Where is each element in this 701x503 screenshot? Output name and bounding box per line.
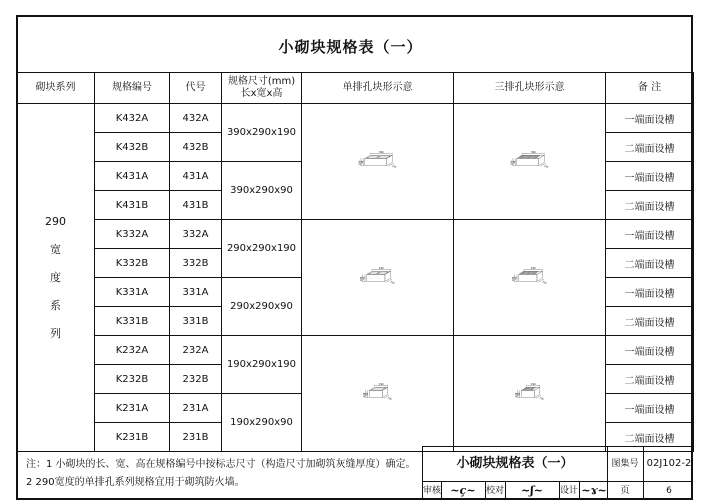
remark-cell: 二端面设槽 — [606, 133, 694, 162]
spec-cell: K331B — [95, 307, 170, 336]
code-cell: 432A — [170, 104, 222, 133]
check-signature: ~ʃ~ — [520, 484, 544, 497]
page-number: 6 — [666, 486, 672, 496]
code-cell: 231B — [170, 423, 222, 452]
table-header-row — [17, 73, 694, 104]
remark-cell: 一端面设槽 — [606, 162, 694, 191]
atlas-number: 02J102-2 — [646, 458, 692, 469]
spec-cell: K432B — [95, 133, 170, 162]
size-cell: 290x290x90 — [222, 278, 302, 336]
triple-row-figure — [454, 104, 606, 220]
code-cell: 431A — [170, 162, 222, 191]
height-dimension: 190 — [358, 160, 362, 165]
code-cell: 432B — [170, 133, 222, 162]
series-cell — [17, 104, 95, 452]
height-dimension: 190 — [512, 276, 515, 281]
code-cell: 232A — [170, 336, 222, 365]
single-block-sketch — [302, 148, 453, 176]
length-dimension: 190 — [530, 382, 536, 386]
code-cell: 431B — [170, 191, 222, 220]
spec-cell: K431A — [95, 162, 170, 191]
code-cell: 232B — [170, 365, 222, 394]
notes — [26, 456, 416, 492]
size-cell: 190x290x90 — [222, 394, 302, 452]
review-label: 审核 — [423, 486, 442, 496]
height-dimension-alt: 90 — [514, 276, 518, 279]
page-title: 小砌块规格表（一） — [278, 38, 423, 56]
width-dimension: 290 — [543, 163, 549, 169]
spec-cell: K232B — [95, 365, 170, 394]
single-row-figure — [302, 220, 454, 336]
header-single: 单排孔块形示意 — [302, 73, 454, 104]
remark-cell: 一端面设槽 — [606, 220, 694, 249]
signature-row — [423, 482, 693, 500]
width-dimension: 290 — [539, 395, 545, 401]
single-row-figure — [302, 336, 454, 452]
header-size-line2: 长x宽x高 — [240, 88, 283, 99]
height-dimension: 190 — [514, 392, 518, 397]
triple-block-sketch — [454, 148, 605, 176]
header-triple: 三排孔块形示意 — [454, 73, 606, 104]
size-cell: 390x290x90 — [222, 162, 302, 220]
length-dimension: 390 — [530, 150, 536, 154]
design-label: 设计 — [559, 486, 578, 496]
height-dimension: 190 — [360, 276, 363, 281]
single-block-sketch — [302, 264, 453, 292]
spec-cell: K432A — [95, 104, 170, 133]
table-row — [17, 336, 694, 365]
header-code: 代号 — [170, 73, 222, 104]
code-cell: 332B — [170, 249, 222, 278]
spec-cell: K332B — [95, 249, 170, 278]
remark-cell: 二端面设槽 — [606, 423, 694, 452]
height-dimension-alt: 90 — [362, 276, 366, 279]
remark-cell: 一端面设槽 — [606, 394, 694, 423]
triple-block-sketch — [454, 264, 605, 292]
atlas-label: 图集号 — [607, 447, 644, 481]
spec-cell: K231A — [95, 394, 170, 423]
header-spec: 规格编号 — [95, 73, 170, 104]
remark-cell: 二端面设槽 — [606, 365, 694, 394]
title-block-title: 小砌块规格表（一） — [423, 447, 608, 481]
note-2: 2 290宽度的单排孔系列规格宜用于砌筑防火墙。 — [26, 477, 245, 488]
width-dimension: 290 — [391, 163, 397, 169]
height-dimension-alt: 90 — [365, 392, 369, 395]
series-char: 宽 — [50, 242, 61, 256]
height-dimension: 190 — [510, 160, 514, 165]
series-char: 列 — [50, 326, 61, 340]
title-block — [422, 446, 693, 500]
width-dimension: 290 — [389, 279, 395, 285]
code-cell: 331A — [170, 278, 222, 307]
design-signature: ~ɤ~ — [581, 484, 607, 497]
single-block-sketch — [302, 380, 453, 408]
review-signature: ~ç~ — [450, 484, 476, 497]
triple-row-figure — [454, 336, 606, 452]
length-dimension: 190 — [378, 382, 384, 386]
header-size-line1: 规格尺寸(mm) — [227, 76, 296, 87]
code-cell: 331B — [170, 307, 222, 336]
page-label: 页 — [620, 486, 630, 496]
spec-cell: K331A — [95, 278, 170, 307]
width-dimension: 290 — [387, 395, 393, 401]
width-dimension: 290 — [541, 279, 547, 285]
remark-cell: 二端面设槽 — [606, 307, 694, 336]
length-dimension: 390 — [378, 150, 384, 154]
header-series: 砌块系列 — [17, 73, 95, 104]
spec-table — [16, 72, 694, 452]
spec-cell: K231B — [95, 423, 170, 452]
table-row — [17, 104, 694, 133]
size-cell: 190x290x190 — [222, 336, 302, 394]
height-dimension-alt: 90 — [512, 160, 516, 163]
remark-cell: 一端面设槽 — [606, 336, 694, 365]
spec-cell: K232A — [95, 336, 170, 365]
code-cell: 231A — [170, 394, 222, 423]
triple-row-figure — [454, 220, 606, 336]
size-cell: 290x290x190 — [222, 220, 302, 278]
length-dimension: 290 — [378, 266, 384, 270]
series-char: 系 — [50, 298, 61, 312]
table-row — [17, 220, 694, 249]
size-cell: 390x290x190 — [222, 104, 302, 162]
header-size — [222, 73, 302, 104]
check-label: 校对 — [485, 486, 504, 496]
series-char: 290 — [45, 214, 66, 228]
spec-cell: K332A — [95, 220, 170, 249]
single-row-figure — [302, 104, 454, 220]
remark-cell: 一端面设槽 — [606, 104, 694, 133]
height-dimension: 190 — [362, 392, 366, 397]
remark-cell: 二端面设槽 — [606, 249, 694, 278]
series-char: 度 — [50, 270, 61, 284]
spec-cell: K431B — [95, 191, 170, 220]
remark-cell: 一端面设槽 — [606, 278, 694, 307]
header-remark: 备 注 — [606, 73, 694, 104]
note-1: 注：1 小砌块的长、宽、高在规格编号中按标志尺寸（构造尺寸加砌筑灰缝厚度）确定。 — [26, 459, 416, 470]
triple-block-sketch — [454, 380, 605, 408]
height-dimension-alt: 90 — [360, 160, 364, 163]
code-cell: 332A — [170, 220, 222, 249]
height-dimension-alt: 90 — [517, 392, 521, 395]
length-dimension: 290 — [530, 266, 536, 270]
remark-cell: 二端面设槽 — [606, 191, 694, 220]
